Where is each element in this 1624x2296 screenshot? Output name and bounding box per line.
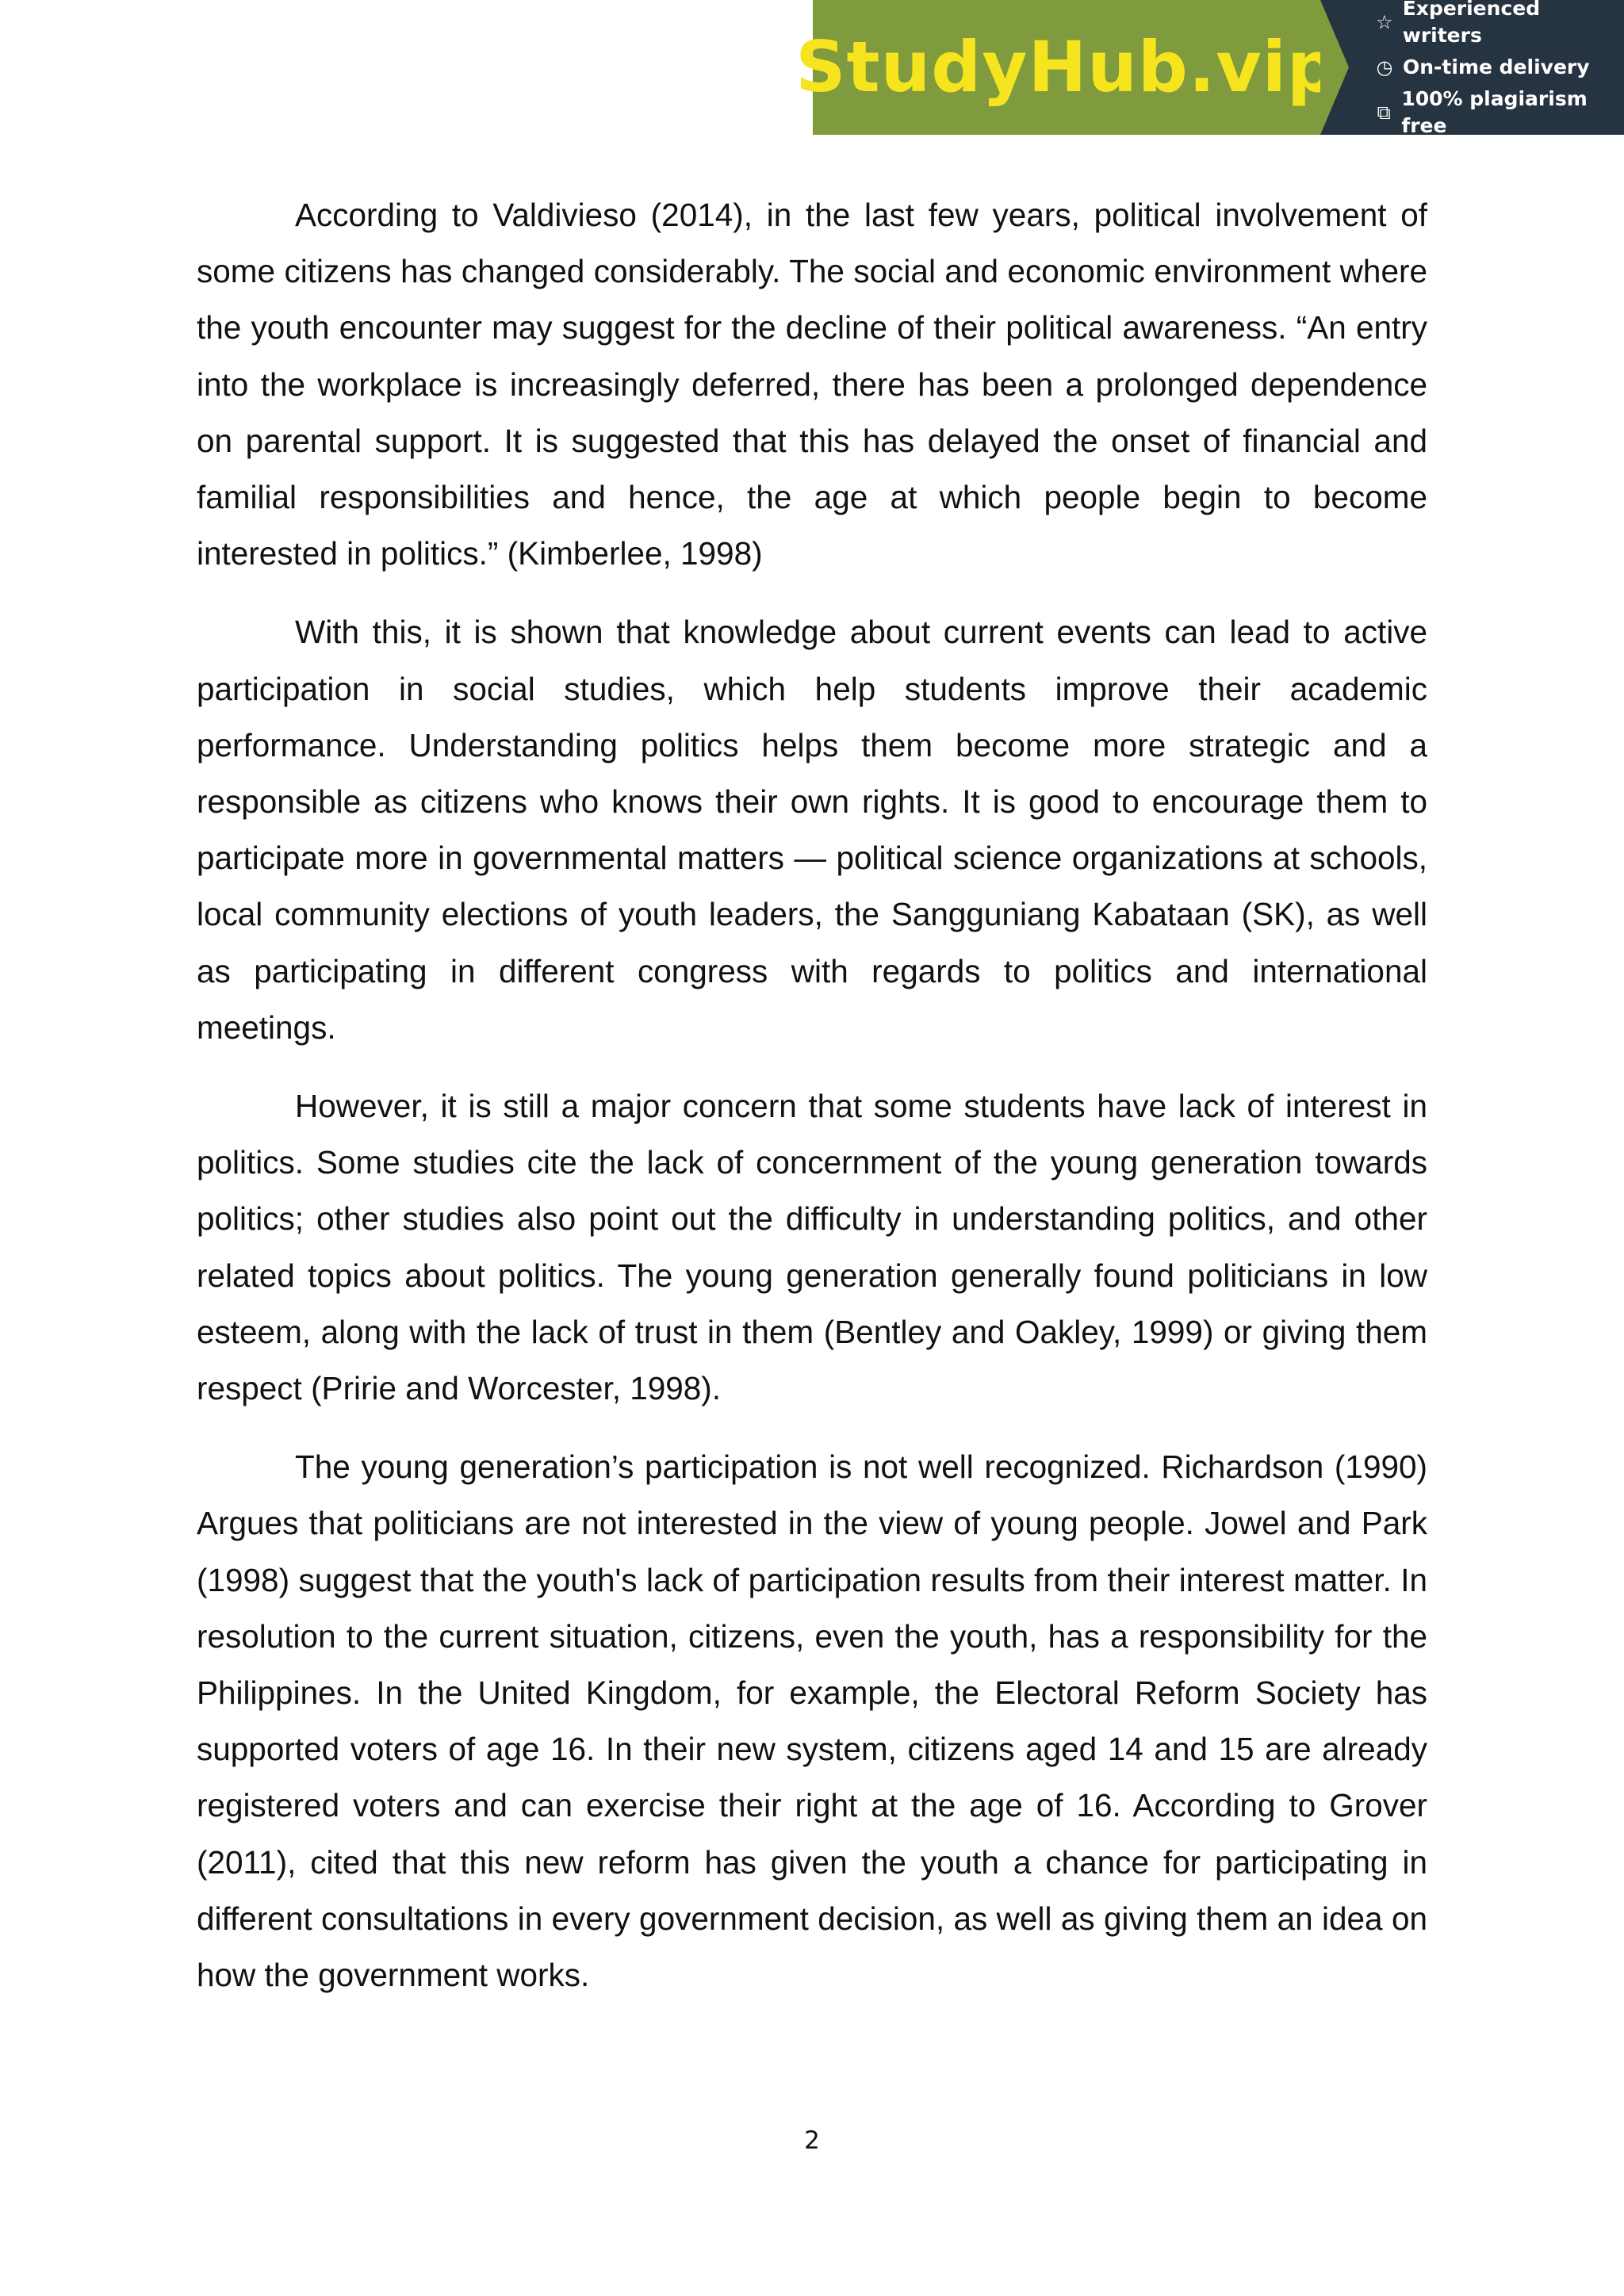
paragraph-1: According to Valdivieso (2014), in the last few years, political involvement of some citizens has changed considerably. The social and economic environment where the youth encounter may suggest for the decline of their political awareness. “An entry into the workplace is increasingly deferred, there has been a prolonged dependence on parental support. It is suggested that this has delayed the onset of financial and familial responsibilities and hence, the age at which people begin to become interested in politics.” (Kimberlee, 1998) <box>197 197 1427 572</box>
studyhub-banner[interactable] <box>795 0 1624 137</box>
brand-panel[interactable] <box>795 0 1338 135</box>
paragraph-3: However, it is still a major concern that some students have lack of interest in politics. Some studies cite the lack of concernment of the young generation towards politics; other studies also point out the difficulty in understanding politics, and other related topics about politics. The young generation generally found politicians in low esteem, along with the lack of trust in them (Bentley and Oakley, 1999) or giving them respect (Pririe and Worcester, 1998). <box>197 1088 1427 1407</box>
page-number: 2 <box>804 2126 820 2155</box>
feature-label: Experienced writers <box>1402 0 1541 47</box>
paragraph-2: With this, it is shown that knowledge about current events can lead to active participation in social studies, which help students improve their academic performance. Understanding politics helps them become more strategic and a responsible as citizens who knows their own rights. It is good to encourage them to participate more in governmental matters — political science organizations at schools, local community elections of youth leaders, the Sangguniang Kabataan (SK), as well as participating in different congress with regards to politics and international meetings. <box>197 614 1427 1046</box>
document-body <box>197 187 1427 2026</box>
features-panel <box>1320 0 1624 135</box>
feature-label: 100% plagiarism free <box>1401 87 1588 137</box>
feature-label: On-time delivery <box>1403 55 1590 78</box>
clock-icon: ◷ <box>1376 56 1393 78</box>
feature-experienced-writers <box>1374 0 1624 49</box>
feature-on-time-delivery <box>1374 54 1624 81</box>
feature-plagiarism-free <box>1374 86 1624 140</box>
paragraph-4: The young generation’s participation is not well recognized. Richardson (1990) Argues that politicians are not interested in the view of young people. Jowel and Park (1998) suggest that the youth's lack of participation results from their interest matter. In resolution to the current situation, citizens, even the youth, has a responsibility for the Philippines. In the United Kingdom, for example, the Electoral Reform Society has supported voters of age 16. In their new system, citizens aged 14 and 15 are already registered voters and can exercise their right at the age of 16. According to Grover (2011), cited that this new reform has given the youth a chance for participating in different consultations in every government decision, as well as giving them an idea on how the government works. <box>197 1448 1427 1994</box>
brand-logo[interactable]: StudyHub.vip <box>795 26 1338 108</box>
copy-document-icon: ⧉ <box>1377 101 1391 124</box>
star-outline-icon: ☆ <box>1376 11 1393 33</box>
